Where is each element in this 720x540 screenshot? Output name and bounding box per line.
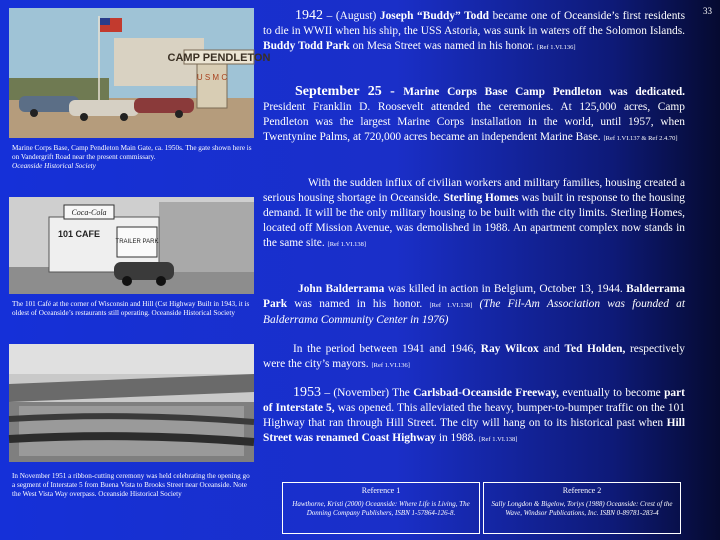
buddy-todd-park: Buddy Todd Park xyxy=(263,40,350,53)
reference-box-1 xyxy=(282,482,480,534)
text: – (November) The xyxy=(321,387,414,399)
text: on Mesa Street was named in his honor. xyxy=(349,40,538,53)
reference-title: Reference 2 xyxy=(562,486,602,495)
interstate-5: part of Interstate 5, xyxy=(263,387,685,415)
page-number: 33 xyxy=(703,6,712,16)
reference-tag: [Ref 1.VI.138] xyxy=(479,436,518,444)
caption-source: Oceanside Historical Society xyxy=(151,309,235,317)
text-camp-pendleton-dedication xyxy=(263,84,685,146)
text: eventually to become xyxy=(559,387,665,399)
reference-body: Hawthorne, Kristi (2000) Oceanside: Where Life is Living, The Donning Company Publishers, ISBN 1-57864-126-8. xyxy=(292,499,470,518)
balderrama-park: Balderrama Park xyxy=(263,283,685,311)
caption-text: The 101 Café at the corner of Wisconsin and Hill (Cst Highway Built in 1943, it is oldest of Oceanside’s restaurants still operating. xyxy=(12,300,250,317)
text: was opened. This alleviated the heavy, bumper-to-bumper traffic on the 101 Highway that ran through Hill Street. The city will hang on to its historical past when xyxy=(263,402,685,430)
name-ted-holden: Ted Holden, xyxy=(564,343,626,355)
text: became one of Oceanside’s first residents to die in WWII when his ship, the USS Astoria, was sunk in waters off the Solomon Islands. xyxy=(263,10,686,38)
sign-camp-pendleton: CAMP PENDLETON xyxy=(167,52,271,64)
name-john-balderrama: John Balderrama xyxy=(298,283,385,295)
caption-camp-pendleton xyxy=(12,144,252,171)
name-buddy-todd: Joseph “Buddy” Todd xyxy=(379,10,489,22)
text: in 1988. xyxy=(435,432,480,445)
reference-tag: [Ref 1.VI.138] xyxy=(429,302,473,310)
date-september-25: September 25 - xyxy=(295,84,404,99)
camp-pendleton-dedicated: Marine Corps Base Camp Pendleton was dedicated. xyxy=(403,86,686,98)
carlsbad-oceanside-freeway: Carlsbad-Oceanside Freeway, xyxy=(413,387,560,399)
caption-101-cafe xyxy=(12,300,252,318)
reference-tag: [Ref 1.VI.137 & Ref 2.4.70] xyxy=(603,135,678,143)
text-balderrama xyxy=(263,282,685,328)
text: was built in response to the housing demand. It will be the only military housing to be built with the city limits. Sterling Homes, located off Mission Avenue, was demolished in 1988. An apartment complex now stands in the same site. xyxy=(263,192,685,250)
hill-street-renamed: Hill Street was renamed Coast Highway xyxy=(263,417,685,445)
text-1942-buddy-todd xyxy=(263,8,685,55)
photo-101-cafe xyxy=(9,197,254,294)
text: – (August) xyxy=(323,10,380,22)
text: was killed in action in Belgium, October 13, 1944. xyxy=(384,283,627,295)
fil-am-note: (The Fil-Am Association was founded at Balderrama Community Center in 1976) xyxy=(263,298,685,327)
text-1953-freeway xyxy=(263,385,685,447)
reference-tag: [Ref 1.VI.136] xyxy=(537,44,576,52)
reference-tag: [Ref 1.VI.136] xyxy=(371,362,410,370)
caption-text: Marine Corps Base, Camp Pendleton Main Gate, ca. 1950s. The gate shown here is on Vandergrift Road near the present commissary. xyxy=(12,144,252,161)
reference-title: Reference 1 xyxy=(361,486,401,495)
caption-source: Oceanside Historical Society xyxy=(98,490,182,498)
sterling-homes: Sterling Homes xyxy=(443,192,519,205)
text: was named in his honor. xyxy=(287,298,430,311)
text: respectively were the city’s mayors. xyxy=(263,343,686,371)
text-sterling-homes xyxy=(263,176,685,252)
sign-coca-cola: Coca-Cola xyxy=(71,208,107,217)
caption-freeway xyxy=(12,472,252,499)
caption-text: In November 1951 a ribbon-cutting ceremony was held celebrating the opening go a segment of Interstate 5 from Buena Vista to Brooks Street near Oceanside. Note the West Vista Way overpass. xyxy=(12,472,250,498)
text: President Franklin D. Roosevelt attended the ceremonies. At 125,000 acres, Camp Pendleton was the largest Marine Corps installation in the world, until 1957, when Twentynine Palms, at 720,000 acres became an independent Marine Base. xyxy=(263,101,685,144)
text-mayors xyxy=(263,342,685,373)
sign-usmc: U S M C xyxy=(196,73,228,82)
photo-freeway-ceremony xyxy=(9,344,254,462)
sign-trailer-park: TRAILER PARK xyxy=(115,239,159,245)
text: and xyxy=(538,343,565,355)
photo-camp-pendleton-gate xyxy=(9,8,271,138)
reference-body: Sally Longdon & Bigelow, Toriys (1988) Oceanside: Crest of the Wave, Windsor Publications, Inc. ISBN 0-89781-283-4 xyxy=(491,499,673,518)
caption-source: Oceanside Historical Society xyxy=(12,162,96,170)
name-ray-wilcox: Ray Wilcox xyxy=(480,343,539,355)
year-1953: 1953 xyxy=(293,385,321,400)
text: In the period between 1941 and 1946, xyxy=(293,343,481,355)
sign-101-cafe: 101 CAFE xyxy=(57,229,101,239)
reference-box-2 xyxy=(483,482,681,534)
reference-tag: [Ref 1.VI.138] xyxy=(327,241,366,249)
year-1942: 1942 xyxy=(295,8,323,23)
text: With the sudden influx of civilian workers and military families, housing created a serious housing shortage in Oceanside. xyxy=(263,177,685,205)
